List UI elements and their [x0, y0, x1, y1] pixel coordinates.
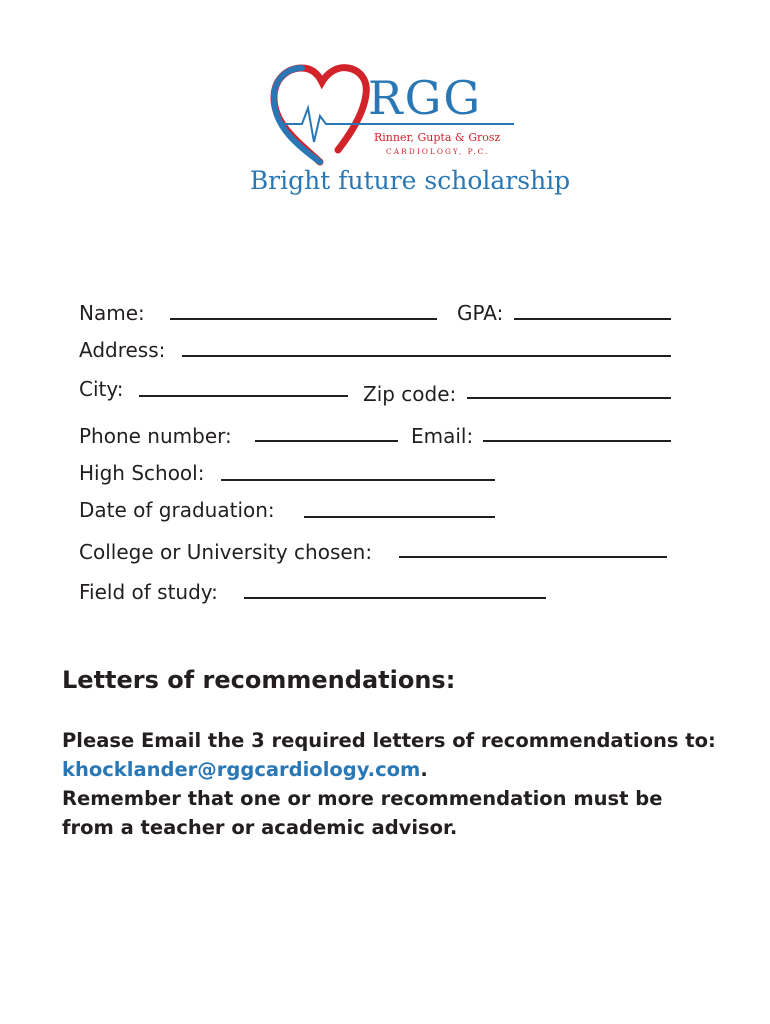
page-subtitle: Bright future scholarship [249, 166, 571, 195]
recommendations-instructions [62, 726, 716, 842]
high-school-field[interactable] [221, 479, 495, 481]
field-of-study-label: Field of study: [79, 580, 218, 604]
email-label: Email: [411, 424, 474, 448]
name-label: Name: [79, 301, 145, 325]
logo-firm-name: Rinner, Gupta & Grosz [374, 131, 501, 144]
instruction-line-4: from a teacher or academic advisor. [62, 816, 458, 839]
recommendation-email-link[interactable]: khocklander@rggcardiology.com [62, 758, 421, 781]
recommendations-heading: Letters of recommendations: [62, 666, 456, 694]
phone-field[interactable] [255, 440, 398, 442]
high-school-label: High School: [79, 461, 205, 485]
gpa-label: GPA: [457, 301, 504, 325]
rgg-logo [268, 62, 518, 166]
instruction-line-email [62, 755, 716, 784]
field-of-study-field[interactable] [244, 597, 546, 599]
logo-monogram: RGG [368, 71, 483, 125]
email-period: . [420, 758, 428, 781]
gpa-field[interactable] [514, 318, 671, 320]
graduation-field[interactable] [304, 516, 495, 518]
address-field[interactable] [182, 355, 671, 357]
email-field[interactable] [483, 440, 671, 442]
name-field[interactable] [170, 318, 437, 320]
city-label: City: [79, 377, 124, 401]
college-field[interactable] [399, 556, 667, 558]
city-field[interactable] [139, 395, 348, 397]
instruction-line-3: Remember that one or more recommendation must be [62, 787, 663, 810]
logo-firm-sub: CARDIOLOGY, P.C. [386, 147, 490, 156]
zip-field[interactable] [467, 397, 671, 399]
graduation-label: Date of graduation: [79, 498, 275, 522]
phone-label: Phone number: [79, 424, 232, 448]
college-label: College or University chosen: [79, 540, 373, 564]
zip-label: Zip code: [363, 382, 457, 406]
instruction-line-1: Please Email the 3 required letters of recommendations to: [62, 729, 716, 752]
address-label: Address: [79, 338, 166, 362]
